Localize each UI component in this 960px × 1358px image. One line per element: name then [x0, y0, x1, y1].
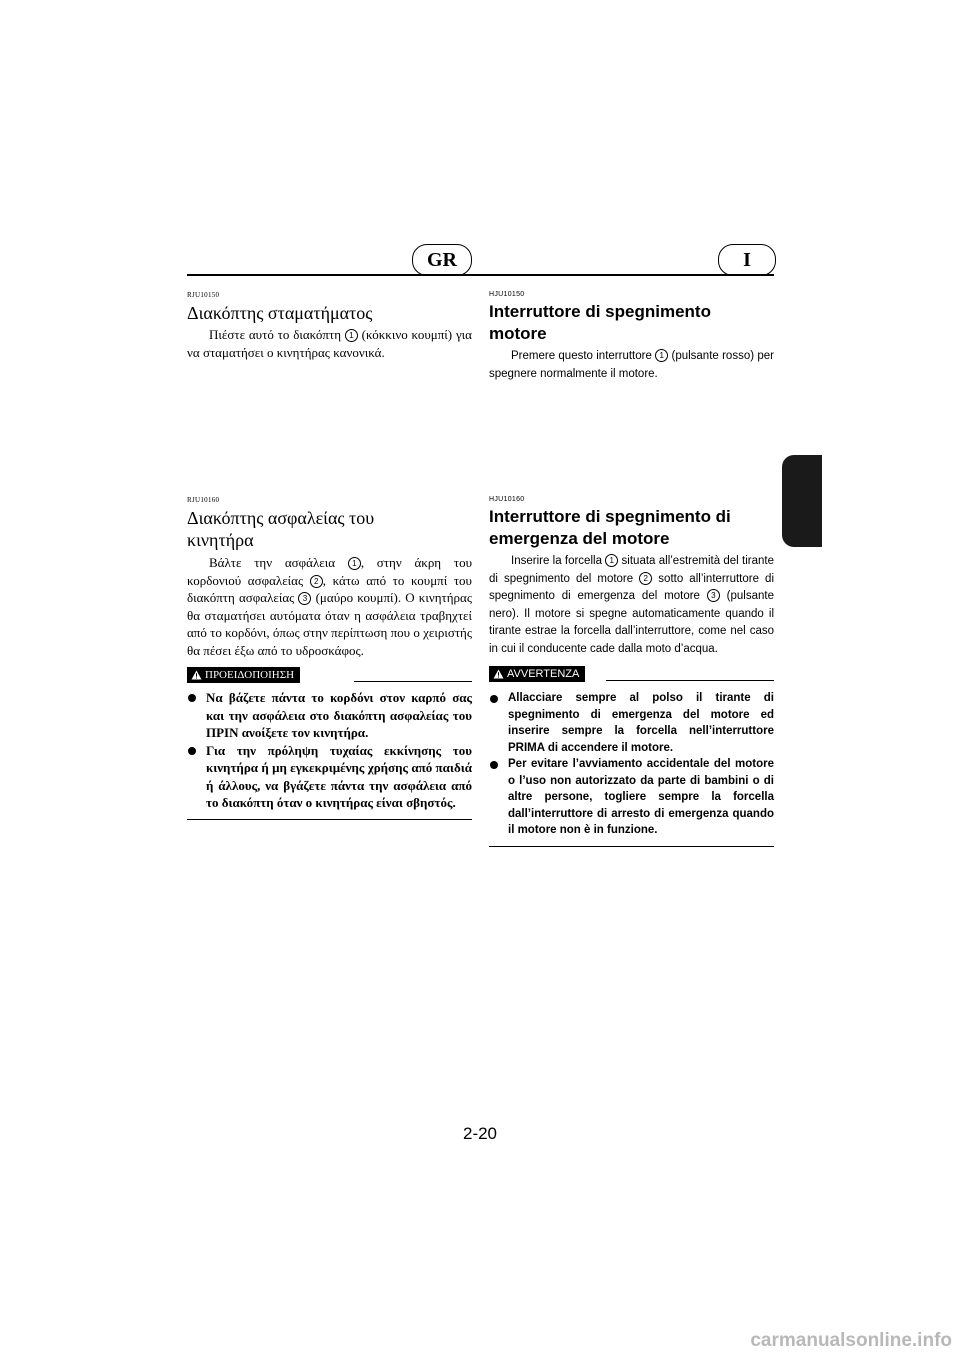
italian-section-stop-switch	[489, 291, 774, 383]
section-title-line2: emergenza del motore	[489, 529, 670, 548]
greek-section-safety-switch	[187, 496, 472, 820]
body-text: , στην άκρη του κορδονιού ασφαλείας	[187, 555, 473, 588]
bullet-icon	[188, 747, 196, 755]
list-item	[489, 690, 774, 756]
bullet-icon	[490, 761, 498, 769]
section-code: RJU10150	[187, 291, 220, 299]
section-title: Διακόπτης σταματήματος	[187, 303, 373, 323]
list-item-text: Για την πρόληψη τυχαίας εκκίνησης του κινητήρα ή μη εγκεκριμένης χρήσης από παιδιά ή άλλους, να βγάζετε πάντα την ασφάλεια από το διακόπτη όταν ο κινητήρας είναι σβηστός.	[206, 742, 472, 810]
body-text: situata all’estremità del tirante di spegnimento del motore	[489, 555, 774, 585]
callout-number: 1	[345, 329, 358, 342]
list-item	[187, 689, 472, 742]
language-code-i: I	[743, 248, 751, 271]
warning-header	[489, 666, 774, 684]
section-code: RJU10160	[187, 496, 220, 504]
body-text: (pulsante rosso) per spegnere normalmente il motore.	[489, 350, 774, 380]
body-text: Πιέστε αυτό το διακόπτη	[209, 327, 345, 342]
body-text: Βάλτε την ασφάλεια	[209, 555, 348, 570]
list-item-text: Να βάζετε πάντα το κορδόνι στον καρπό σας και την ασφάλεια στο διακόπτη ασφαλείας του ΠΡΙΝ ανοίξετε τον κινητήρα.	[206, 690, 472, 740]
section-title-line1: Interruttore di spegnimento	[489, 302, 711, 321]
list-item	[187, 742, 472, 812]
section-code: HJU10150	[489, 291, 525, 298]
watermark: carmanualsonline.info	[750, 1330, 952, 1351]
warning-header	[187, 667, 472, 685]
callout-number: 2	[310, 575, 323, 588]
callout-number: 1	[348, 557, 361, 570]
body-text: , κάτω από το κουμπί του διακόπτη ασφαλείας	[187, 572, 472, 605]
warning-triangle-icon	[191, 670, 202, 680]
list-item-text: Allacciare sempre al polso il tirante di spegnimento di emergenza del motore ed inserire sempre la forcella nell’interruttore PRIMA di accendere il motore.	[508, 692, 774, 754]
page-number: 2-20	[462, 1124, 498, 1143]
warning-rule	[606, 680, 774, 681]
warning-list	[187, 689, 472, 812]
body-text: (pulsante nero). Il motore si spegne automaticamente quando il tirante estrae la forcella dall’interruttore, come nel caso in cui il conducente cade dalla moto d’acqua.	[489, 590, 774, 655]
section-body	[489, 553, 774, 658]
section-title-line1: Διακόπτης ασφαλείας του	[187, 508, 375, 528]
warning-badge	[187, 667, 300, 683]
header-rule	[187, 274, 774, 276]
warning-triangle-icon	[493, 669, 504, 679]
warning-list	[489, 690, 774, 839]
callout-number: 2	[639, 572, 652, 585]
list-item	[489, 756, 774, 839]
body-text: (κόκκινο κουμπί) για να σταματήσει ο κινητήρας κανονικά.	[187, 327, 472, 360]
section-title-line2: κινητήρα	[187, 530, 254, 550]
italian-section-safety-switch	[489, 496, 774, 847]
section-body	[187, 326, 472, 361]
warning-rule	[354, 681, 472, 682]
chapter-thumb-tab	[782, 455, 822, 547]
list-item-text: Per evitare l’avviamento accidentale del motore o l’uso non autorizzato da parte di bambini o di altre persone, togliere sempre la forcella dall’interruttore di arresto di emergenza quando il motore non è in funzione.	[508, 758, 774, 836]
body-text: (μαύρο κουμπί). Ο κινητήρας θα σταματήσει αυτόματα όταν η ασφάλεια τραβηχτεί από το κορδόνι, όπως στην περίπτωση που ο χειριστής θα πέσει έξω από το υδροσκάφος.	[187, 590, 472, 658]
language-badge-i	[718, 244, 776, 276]
warning-badge	[489, 666, 585, 682]
section-title-line1: Interruttore di spegnimento di	[489, 507, 731, 526]
body-text: Inserire la forcella	[511, 555, 606, 567]
warning-end-rule	[187, 819, 472, 820]
warning-label: ΠΡΟΕΙΔΟΠΟΙΗΣΗ	[205, 669, 295, 681]
section-body	[187, 554, 472, 659]
callout-number: 3	[707, 589, 720, 602]
warning-label: AVVERTENZA	[507, 668, 580, 680]
callout-number: 1	[605, 554, 618, 567]
callout-number: 3	[298, 592, 311, 605]
language-code-gr: GR	[427, 248, 457, 271]
section-body	[489, 348, 774, 383]
callout-number: 1	[655, 349, 668, 362]
section-title-line2: motore	[489, 324, 547, 343]
bullet-icon	[490, 695, 498, 703]
bullet-icon	[188, 694, 196, 702]
greek-section-stop-switch	[187, 291, 472, 361]
section-code: HJU10160	[489, 496, 525, 503]
language-badge-gr	[412, 244, 472, 276]
body-text: sotto all’interruttore di spegnimento di emergenza del motore	[489, 572, 775, 602]
body-text: Premere questo interruttore	[511, 350, 656, 362]
warning-end-rule	[489, 846, 774, 847]
